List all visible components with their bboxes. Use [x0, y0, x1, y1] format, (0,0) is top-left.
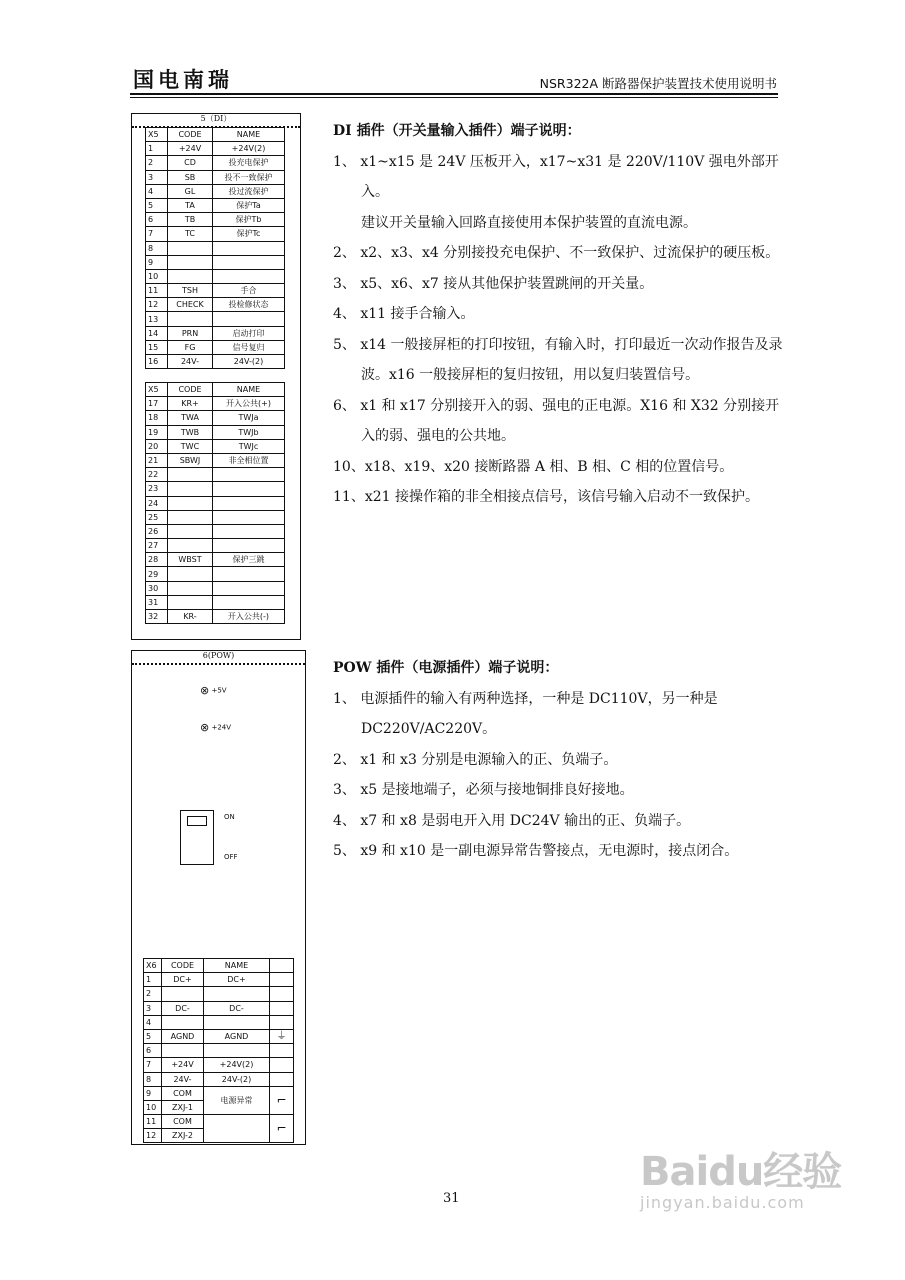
table-cell: GL — [168, 184, 213, 198]
table-row — [146, 610, 285, 624]
table-cell: 10 — [146, 269, 168, 283]
table-row — [146, 184, 285, 198]
table-cell: +24V — [168, 142, 213, 156]
table-row — [146, 142, 285, 156]
table-cell — [168, 567, 213, 581]
table-cell: 8 — [144, 1072, 162, 1086]
table-cell: 保护Tb — [213, 213, 285, 227]
table-cell: 24 — [146, 496, 168, 510]
table-cell — [213, 595, 285, 609]
table-cell: 6 — [144, 1044, 162, 1058]
table-cell: TWJb — [213, 425, 285, 439]
table-cell: 27 — [146, 539, 168, 553]
table-cell — [204, 1015, 270, 1029]
table-cell: 非全相位置 — [213, 453, 285, 467]
table-cell: COM — [162, 1115, 204, 1129]
indicator-5v — [200, 684, 227, 697]
table-row — [146, 156, 285, 170]
table-header-row — [144, 959, 294, 973]
indicator-lamp-icon: ⊗ — [200, 721, 210, 734]
relay-contact-icon: ⌐ — [270, 1086, 294, 1114]
table-header-row — [146, 383, 285, 397]
table-row — [146, 510, 285, 524]
table-cell — [168, 581, 213, 595]
table-cell: FG — [168, 340, 213, 354]
table-cell — [213, 496, 285, 510]
table-row — [146, 355, 285, 369]
table-cell: 28 — [146, 553, 168, 567]
table-cell — [204, 1044, 270, 1058]
table-cell: TC — [168, 227, 213, 241]
table-header-row — [146, 128, 285, 142]
table-row — [146, 298, 285, 312]
table-row — [146, 326, 285, 340]
table-row — [146, 553, 285, 567]
table-cell: 1 — [144, 973, 162, 987]
table-cell: 2 — [146, 156, 168, 170]
table-row — [146, 439, 285, 453]
table-cell: 14 — [146, 326, 168, 340]
table-cell: 11 — [146, 284, 168, 298]
table-cell — [168, 241, 213, 255]
table-cell: DC- — [204, 1001, 270, 1015]
table-cell: 6 — [146, 213, 168, 227]
table-cell: 1 — [146, 142, 168, 156]
table-cell — [204, 987, 270, 1001]
table-cell — [270, 1015, 294, 1029]
table-cell — [270, 1058, 294, 1072]
table-cell: 24V- — [168, 355, 213, 369]
table-row — [146, 496, 285, 510]
column-header: X6 — [144, 959, 162, 973]
table-cell — [213, 510, 285, 524]
table-cell: SB — [168, 170, 213, 184]
table-row — [144, 1115, 294, 1129]
table-row — [144, 1044, 294, 1058]
column-header: CODE — [162, 959, 204, 973]
table-cell — [213, 241, 285, 255]
table-cell: DC+ — [204, 973, 270, 987]
table-cell: AGND — [162, 1029, 204, 1043]
table-cell — [213, 581, 285, 595]
table-cell: 4 — [144, 1015, 162, 1029]
table-cell: ZXJ-1 — [162, 1100, 204, 1114]
pow-description — [333, 653, 783, 867]
table-row — [146, 198, 285, 212]
column-header: CODE — [168, 383, 213, 397]
di-item: 1、 x1~x15 是 24V 压板开入，x17~x31 是 220V/110V 强电外部开入。 — [333, 153, 779, 200]
column-header: X5 — [146, 383, 168, 397]
table-cell: 投不一致保护 — [213, 170, 285, 184]
table-row — [146, 227, 285, 241]
table-cell: TWA — [168, 411, 213, 425]
table-cell: DC- — [162, 1001, 204, 1015]
table-cell — [270, 1001, 294, 1015]
table-cell: 9 — [144, 1086, 162, 1100]
table-cell — [168, 524, 213, 538]
table-cell: 5 — [144, 1029, 162, 1043]
table-cell: 9 — [146, 255, 168, 269]
table-row — [146, 213, 285, 227]
table-cell — [213, 255, 285, 269]
table-cell: 11 — [144, 1115, 162, 1129]
table-cell: TSH — [168, 284, 213, 298]
table-cell: KR- — [168, 610, 213, 624]
table-cell: 2 — [144, 987, 162, 1001]
table-row — [144, 1029, 294, 1043]
di-item: 5、 x14 一般接屏柜的打印按钮，有输入时，打印最近一次动作报告及录波。x16 一般接屏柜的复归按钮，用以复归装置信号。 — [333, 336, 783, 383]
pow-item: 3、 x5 是接地端子，必须与接地铜排良好接地。 — [333, 782, 634, 798]
table-cell: 4 — [146, 184, 168, 198]
table-cell: 23 — [146, 482, 168, 496]
table-cell: TWJc — [213, 439, 285, 453]
pow-item: 2、 x1 和 x3 分别是电源输入的正、负端子。 — [333, 751, 618, 768]
table-cell: 5 — [146, 198, 168, 212]
di-terminal-table-2 — [145, 382, 285, 624]
power-switch — [180, 810, 214, 865]
table-cell: 24V-(2) — [204, 1072, 270, 1086]
table-cell: 31 — [146, 595, 168, 609]
table-row — [146, 255, 285, 269]
table-row — [146, 482, 285, 496]
column-header: NAME — [213, 128, 285, 142]
di-item: 2、 x2、x3、x4 分别接投充电保护、不一致保护、过流保护的硬压板。 — [333, 245, 780, 261]
table-cell: 19 — [146, 425, 168, 439]
column-header: NAME — [213, 383, 285, 397]
pow-panel-divider — [132, 663, 305, 665]
watermark-brand: Baidu经验 — [640, 1149, 842, 1195]
table-cell: DC+ — [162, 973, 204, 987]
indicator-lamp-icon: ⊗ — [200, 684, 210, 697]
table-cell: 30 — [146, 581, 168, 595]
table-cell: 18 — [146, 411, 168, 425]
table-cell: 10 — [144, 1100, 162, 1114]
table-cell — [162, 1015, 204, 1029]
watermark — [640, 1140, 841, 1212]
table-cell: 13 — [146, 312, 168, 326]
table-cell: 手合 — [213, 284, 285, 298]
table-row — [146, 567, 285, 581]
table-cell — [213, 312, 285, 326]
table-cell: 24V-(2) — [213, 355, 285, 369]
table-row — [144, 987, 294, 1001]
table-cell: 12 — [144, 1129, 162, 1143]
table-row — [144, 1058, 294, 1072]
table-row — [144, 1072, 294, 1086]
table-cell — [168, 269, 213, 283]
table-row — [146, 595, 285, 609]
table-row — [146, 340, 285, 354]
table-cell: CD — [168, 156, 213, 170]
table-cell: 保护Ta — [213, 198, 285, 212]
switch-off-label: OFF — [224, 853, 238, 861]
table-cell: SBWJ — [168, 453, 213, 467]
table-cell — [213, 524, 285, 538]
di-description — [333, 116, 783, 513]
table-cell — [168, 496, 213, 510]
table-cell — [168, 468, 213, 482]
table-cell: 24V- — [162, 1072, 204, 1086]
table-row — [144, 973, 294, 987]
table-cell: TA — [168, 198, 213, 212]
power-switch-lever — [187, 816, 207, 826]
company-logo: 国电南瑞 — [133, 67, 233, 92]
column-header: CODE — [168, 128, 213, 142]
table-row — [146, 524, 285, 538]
table-cell — [162, 987, 204, 1001]
di-item: 4、 x11 接手合输入。 — [333, 306, 475, 322]
di-item: 11、x21 接操作箱的非全相接点信号，该信号输入启动不一致保护。 — [333, 489, 759, 505]
table-cell: WBST — [168, 553, 213, 567]
table-cell: TWB — [168, 425, 213, 439]
di-item: 10、x18、x19、x20 接断路器 A 相、B 相、C 相的位置信号。 — [333, 458, 734, 475]
table-cell — [270, 987, 294, 1001]
table-cell: 7 — [144, 1058, 162, 1072]
table-cell — [213, 482, 285, 496]
header-rule — [130, 93, 778, 95]
di-terminal-table-1 — [145, 127, 285, 369]
document-title: NSR322A 断路器保护装置技术使用说明书 — [539, 76, 777, 91]
table-cell: 25 — [146, 510, 168, 524]
table-cell: 投充电保护 — [213, 156, 285, 170]
table-cell: 开入公共(+) — [213, 397, 285, 411]
table-cell: TWJa — [213, 411, 285, 425]
table-cell: COM — [162, 1086, 204, 1100]
table-cell: PRN — [168, 326, 213, 340]
table-cell: 信号复归 — [213, 340, 285, 354]
table-cell — [168, 255, 213, 269]
column-header: X5 — [146, 128, 168, 142]
table-row — [146, 581, 285, 595]
table-cell — [168, 482, 213, 496]
table-cell: 开入公共(-) — [213, 610, 285, 624]
table-cell: 保护Tc — [213, 227, 285, 241]
table-cell: 3 — [144, 1001, 162, 1015]
table-cell: CHECK — [168, 298, 213, 312]
di-item: 3、 x5、x6、x7 接从其他保护装置跳闸的开关量。 — [333, 275, 654, 292]
table-cell: ZXJ-2 — [162, 1129, 204, 1143]
table-cell: AGND — [204, 1029, 270, 1043]
pow-terminal-table — [143, 958, 294, 1143]
di-panel-title: 5（DI） — [200, 114, 232, 123]
table-row — [146, 411, 285, 425]
table-cell: 启动打印 — [213, 326, 285, 340]
table-cell — [168, 510, 213, 524]
table-cell — [270, 973, 294, 987]
table-cell: 20 — [146, 439, 168, 453]
table-cell: 7 — [146, 227, 168, 241]
table-cell: KR+ — [168, 397, 213, 411]
table-cell: +24V — [162, 1058, 204, 1072]
table-cell — [204, 1115, 270, 1143]
page-number: 31 — [443, 1191, 460, 1206]
table-cell — [168, 312, 213, 326]
table-cell: 12 — [146, 298, 168, 312]
table-row — [146, 170, 285, 184]
table-cell: TWC — [168, 439, 213, 453]
pow-item: 4、 x7 和 x8 是弱电开入用 DC24V 输出的正、负端子。 — [333, 812, 691, 829]
table-cell: +24V(2) — [213, 142, 285, 156]
pow-item: 5、 x9 和 x10 是一副电源异常告警接点，无电源时，接点闭合。 — [333, 843, 739, 859]
table-cell — [213, 567, 285, 581]
indicator-5v-label: +5V — [211, 686, 227, 695]
table-cell — [213, 539, 285, 553]
table-cell: 投过流保护 — [213, 184, 285, 198]
table-cell: 3 — [146, 170, 168, 184]
table-row — [146, 269, 285, 283]
di-heading: DI 插件（开关量输入插件）端子说明： — [333, 123, 581, 139]
column-header: NAME — [204, 959, 270, 973]
table-cell — [168, 539, 213, 553]
table-row — [146, 425, 285, 439]
table-cell: 8 — [146, 241, 168, 255]
table-cell — [270, 1072, 294, 1086]
table-cell: +24V(2) — [204, 1058, 270, 1072]
ground-icon: ⏚ — [270, 1029, 294, 1043]
table-cell: 22 — [146, 468, 168, 482]
di-note: 建议开关量输入回路直接使用本保护装置的直流电源。 — [361, 214, 697, 231]
table-row — [144, 1015, 294, 1029]
table-cell: 32 — [146, 610, 168, 624]
pow-item: 1、 电源插件的输入有两种选择，一种是 DC110V，另一种是 DC220V/AC220V。 — [333, 690, 718, 737]
table-row — [146, 312, 285, 326]
table-cell — [168, 595, 213, 609]
table-row — [146, 284, 285, 298]
table-row — [146, 397, 285, 411]
table-cell — [213, 468, 285, 482]
table-cell: 26 — [146, 524, 168, 538]
table-row — [146, 539, 285, 553]
table-cell — [270, 1044, 294, 1058]
switch-on-label: ON — [224, 813, 235, 821]
table-cell: 21 — [146, 453, 168, 467]
table-cell: 保护三跳 — [213, 553, 285, 567]
column-header — [270, 959, 294, 973]
indicator-24v-label: +24V — [211, 723, 232, 732]
power-fault-label: 电源异常 — [204, 1086, 270, 1114]
relay-contact-icon: ⌐ — [270, 1115, 294, 1143]
pow-heading: POW 插件（电源插件）端子说明： — [333, 660, 559, 676]
indicator-24v — [200, 721, 231, 734]
table-row — [144, 1001, 294, 1015]
header-rule-thin — [130, 97, 778, 98]
table-row — [146, 468, 285, 482]
watermark-url: jingyan.baidu.com — [640, 1193, 805, 1212]
table-cell: 16 — [146, 355, 168, 369]
table-cell — [162, 1044, 204, 1058]
table-row — [146, 241, 285, 255]
table-cell: 15 — [146, 340, 168, 354]
table-cell: 投检修状态 — [213, 298, 285, 312]
pow-panel-title: 6(POW) — [202, 651, 235, 660]
di-item: 6、 x1 和 x17 分别接开入的弱、强电的正电源。X16 和 X32 分别接开入的弱、强电的公共地。 — [333, 397, 780, 444]
table-row — [144, 1086, 294, 1100]
table-cell: 17 — [146, 397, 168, 411]
table-row — [146, 453, 285, 467]
table-cell: TB — [168, 213, 213, 227]
table-cell: 29 — [146, 567, 168, 581]
table-cell — [213, 269, 285, 283]
